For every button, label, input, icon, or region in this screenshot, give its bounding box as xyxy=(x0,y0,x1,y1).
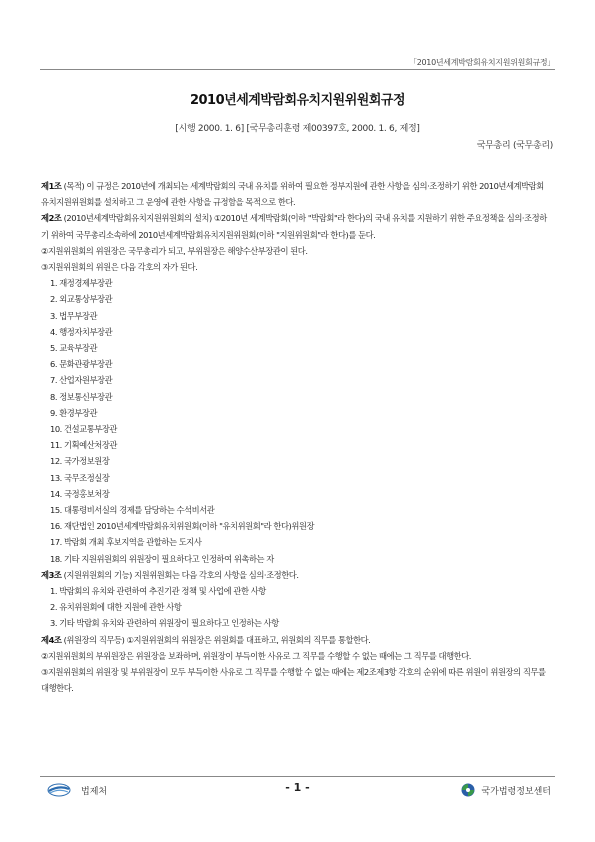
article-paragraph xyxy=(41,259,551,275)
ministry-label: 국무총리 (국무총리) xyxy=(476,141,553,151)
article-1 xyxy=(41,178,551,210)
list-item: 1. 재정경제부장관 xyxy=(50,278,113,289)
list-item: 10. 건설교통부장관 xyxy=(50,424,117,435)
article-4 xyxy=(41,632,551,697)
article-heading: 제4조 xyxy=(41,634,62,645)
article-2 xyxy=(41,210,551,566)
footer-right xyxy=(461,783,551,797)
law-center-logo-icon xyxy=(461,783,475,797)
article-heading: 제2조 xyxy=(41,213,62,224)
footer-right-label: 국가법령정보센터 xyxy=(481,786,551,797)
list-item: 17. 박람회 개최 후보지역을 관할하는 도지사 xyxy=(50,537,202,548)
article-heading: 제3조 xyxy=(41,569,62,580)
list-item: 18. 기타 지원위원회의 위원장이 필요하다고 인정하여 위촉하는 자 xyxy=(50,553,274,564)
list-item: 9. 환경부장관 xyxy=(50,407,98,418)
running-header: 「2010년세계박람회유치지원위원회규정」 xyxy=(409,58,555,67)
article-text: (목적) 이 규정은 2010년에 개최되는 세계박람회의 국내 유치를 위하여 필요한 정부지원에 관한 사항을 심의·조정하기 위한 2010년세계박람회유치지원위원회를 설치하고 그 운영에 관한 사항을 규정함을 목적으로 한다. xyxy=(41,181,544,208)
article-paragraph xyxy=(41,178,551,210)
list-item: 14. 국정홍보처장 xyxy=(50,488,110,499)
list-item: 4. 행정자치부장관 xyxy=(50,326,113,337)
list-item: 5. 교육부장관 xyxy=(50,343,98,354)
list-item: 15. 대통령비서실의 경제를 담당하는 수석비서관 xyxy=(50,505,215,516)
document-title: 2010년세계박람회유치지원위원회규정 xyxy=(189,93,406,108)
list-item: 13. 국무조정실장 xyxy=(50,472,110,483)
article-text: ③지원위원회의 위원은 다음 각호의 자가 된다. xyxy=(41,262,198,273)
list-item: 2. 외교통상부장관 xyxy=(50,294,113,305)
header-rule xyxy=(40,69,555,70)
list-item: 12. 국가정보원장 xyxy=(50,456,110,467)
article-text: ②지원위원회의 위원장은 국무총리가 되고, 부위원장은 해양수산부장관이 된다. xyxy=(41,245,308,256)
article-text: (2010년세계박람회유치지원위원회의 설치) ①2010년 세계박람회(이하 "박람회"라 한다)의 국내 유치를 지원하기 위한 주요정책을 심의·조정하기 위하여 국무총리소속하에 2010년세계박람회유치지원위원회(이하 "지원위원회"라 한다)를 둔다. xyxy=(41,213,547,240)
document-meta: [시행 2000. 1. 6] [국무총리훈령 제00397호, 2000. 1. 6, 제정] xyxy=(175,124,420,134)
article-paragraph xyxy=(41,648,551,664)
article-text: ②지원위원회의 부위원장은 위원장을 보좌하며, 위원장이 부득이한 사유로 그 직무를 수행할 수 없는 때에는 그 직무를 대행한다. xyxy=(41,650,471,661)
list-item: 3. 법무부장관 xyxy=(50,310,98,321)
page-number: - 1 - xyxy=(285,781,310,794)
footer-left-label: 법제처 xyxy=(81,786,108,797)
article-paragraph xyxy=(41,210,551,242)
article-text: (위원장의 직무등) ①지원위원회의 위원장은 위원회를 대표하고, 위원회의 직무를 통할한다. xyxy=(63,634,371,645)
list-item: 1. 박람회의 유치와 관련하여 추진기관 정책 및 사업에 관한 사항 xyxy=(50,586,266,597)
list-item: 11. 기획예산처장관 xyxy=(50,440,117,451)
document-body xyxy=(41,178,551,697)
list-item: 6. 문화관광부장관 xyxy=(50,359,113,370)
article-paragraph xyxy=(41,664,551,696)
list-item: 2. 유치위원회에 대한 지원에 관한 사항 xyxy=(50,602,182,613)
article-text: (지원위원회의 기능) 지원위원회는 다음 각호의 사항을 심의·조정한다. xyxy=(63,569,299,580)
list-item: 8. 정보통신부장관 xyxy=(50,391,113,402)
article-3 xyxy=(41,567,551,632)
footer-rule xyxy=(40,776,555,777)
list-item: 3. 기타 박람회 유치와 관련하여 위원장이 필요하다고 인정하는 사항 xyxy=(50,618,279,629)
article-heading: 제1조 xyxy=(41,181,62,191)
list-item: 7. 산업자원부장관 xyxy=(50,375,113,386)
list-item: 16. 재단법인 2010년세계박람회유치위원회(이하 "유치위원회"라 한다)위원장 xyxy=(50,521,315,532)
article-paragraph xyxy=(41,243,551,259)
article-paragraph xyxy=(41,567,551,583)
article-text: ③지원위원회의 위원장 및 부위원장이 모두 부득이한 사유로 그 직무를 수행할 수 없는 때에는 제2조제3항 각호의 순위에 따른 위원이 위원장의 직무를 대행한다. xyxy=(41,667,546,694)
article-paragraph xyxy=(41,632,551,648)
